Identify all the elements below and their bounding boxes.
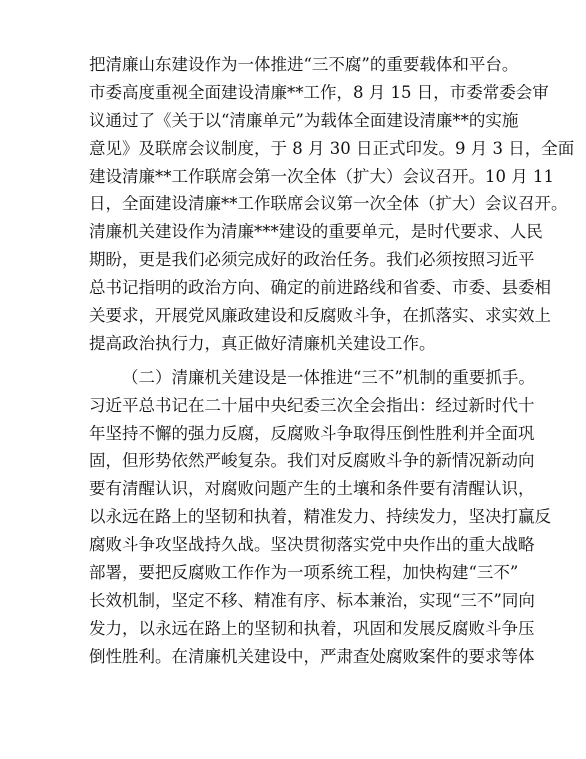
text-line: 倒性胜利。在清廉机关建设中，严肃查处腐败案件的要求等体 (89, 646, 535, 666)
text-line: 建设清廉**工作联席会第一次全体（扩大）会议召开。10 月 11 (89, 166, 554, 186)
text-line: 意见》及联席会议制度，于 8 月 30 日正式印发。9 月 3 日，全面 (89, 138, 575, 158)
text-line: 市委高度重视全面建设清廉**工作，8 月 15 日，市委常委会审 (89, 82, 549, 102)
document-body (89, 51, 575, 671)
text-line: 长效机制，坚定不移、精准有序、标本兼治，实现“三不”同向 (89, 590, 535, 610)
text-line: 以永远在路上的坚韧和执着，精准发力、持续发力，坚决打赢反 (89, 507, 551, 527)
paragraph-2 (89, 364, 551, 671)
text-line: 习近平总书记在二十届中央纪委三次全会指出：经过新时代十 (89, 395, 535, 415)
text-line: 年坚持不懈的强力反腐，反腐败斗争取得压倒性胜利并全面巩 (89, 423, 535, 443)
text-line: 议通过了《关于以“清廉单元”为载体全面建设清廉**的实施 (89, 110, 519, 130)
text-line: 发力，以永远在路上的坚韧和执着，巩固和发展反腐败斗争压 (89, 618, 535, 638)
text-line: 腐败斗争攻坚战持久战。坚决贯彻落实党中央作出的重大战略 (89, 535, 535, 555)
text-line: 日，全面建设清廉**工作联席会议第一次全体（扩大）会议召开。 (89, 194, 568, 214)
text-line: 期盼，更是我们必须完成好的政治任务。我们必须按照习近平 (89, 250, 535, 270)
section-heading: （二）清廉机关建设是一体推进“三不”机制的重要抓手。 (122, 367, 535, 387)
text-line: 关要求，开展党风廉政建设和反腐败斗争，在抓落实、求实效上 (89, 306, 551, 326)
text-line: 提高政治执行力，真正做好清廉机关建设工作。 (89, 333, 436, 353)
paragraph-1 (89, 51, 575, 358)
text-line: 要有清醒认识，对腐败问题产生的土壤和条件要有清醒认识， (89, 479, 535, 499)
text-line: 把清廉山东建设作为一体推进“三不腐”的重要载体和平台。 (89, 55, 519, 74)
text-line: 固，但形势依然严峻复杂。我们对反腐败斗争的新情况新动向 (89, 451, 535, 471)
text-line: 部署，要把反腐败工作作为一项系统工程，加快构建“三不” (89, 563, 519, 583)
text-line: 清廉机关建设作为清廉***建设的重要单元，是时代要求、人民 (89, 222, 543, 242)
text-line: 总书记指明的政治方向、确定的前进路线和省委、市委、县委相 (89, 278, 551, 298)
